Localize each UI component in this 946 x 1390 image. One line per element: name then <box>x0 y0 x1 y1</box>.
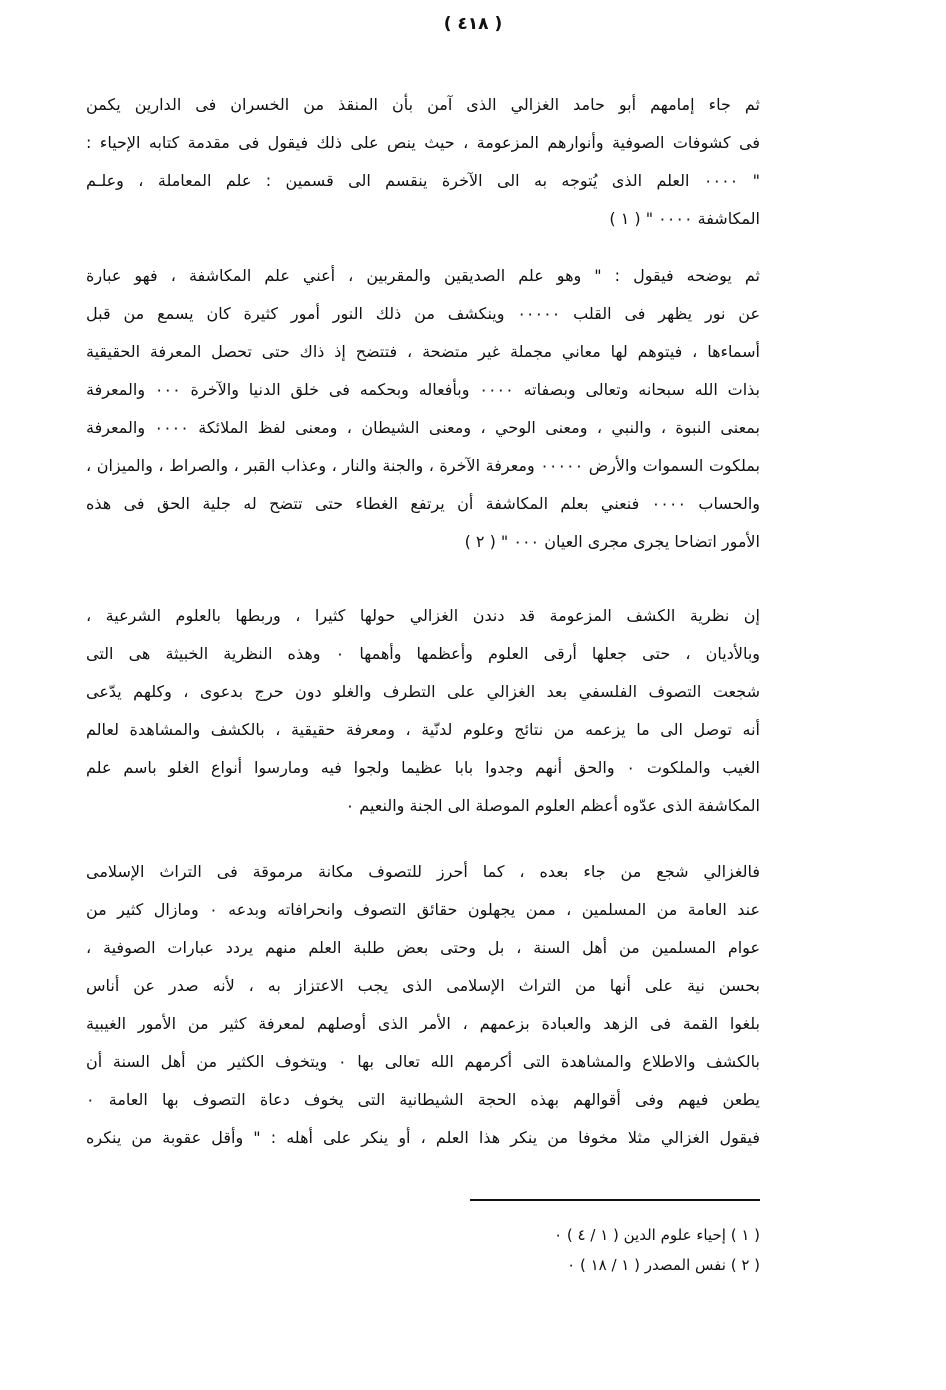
paragraph-3 <box>86 597 760 825</box>
footnote-1: ( ١ ) إحياء علوم الدين ( ١ / ٤ ) ٠ <box>554 1226 760 1244</box>
text-line: فالغزالي شجع من جاء بعده ، كما أحرز للتصوف مكانة مرموقة فى التراث الإسلامى <box>86 862 760 881</box>
text-line: " ٠٠٠٠ العلم الذى يُتوجه به الى الآخرة ينقسم الى قسمين : علم المعاملة ، وعلـم <box>86 171 760 190</box>
text-line: ثم يوضحه فيقول : " وهو علم الصديقين والمقربين ، أعني علم المكاشفة ، فهو عبارة <box>86 266 760 285</box>
footnotes <box>470 1220 760 1280</box>
text-line: بحسن نية على أنها من التراث الإسلامى الذى يجب الاعتزاز به ، لأنه صدر عن أناس <box>86 976 760 995</box>
footnote-divider <box>470 1199 760 1201</box>
text-line: بلغوا القمة فى الزهد والعبادة بزعمهم ، الأمر الذى أوصلهم لمعرفة كثير من الأمور الغيبية <box>86 1014 760 1033</box>
page-number: ( ٤١٨ ) <box>443 14 503 34</box>
text-line: إن نظرية الكشف المزعومة قد دندن الغزالي حولها كثيرا ، وربطها بالعلوم الشرعية ، <box>86 606 760 625</box>
text-line: ثم جاء إمامهم أبو حامد الغزالي الذى آمن بأن المنقذ من الخسران فى الدارين يكمن <box>86 95 760 114</box>
footnote-2: ( ٢ ) نفس المصدر ( ١ / ١٨ ) ٠ <box>567 1256 760 1274</box>
text-line: وبالأديان ، حتى جعلها أرقى العلوم وأعظمها وأهمها ٠ وهذه النظرية الخبيثة هى التى <box>86 644 760 663</box>
text-line: فيقول الغزالي مثلا مخوفا من ينكر هذا العلم ، أو ينكر على أهله : " وأقل عقوبة من ينكره <box>86 1128 760 1147</box>
paragraph-2 <box>86 257 760 561</box>
paragraph-1 <box>86 86 760 238</box>
text-line: والحساب ٠٠٠٠ فنعني بعلم المكاشفة أن يرتفع الغطاء حتى تتضح له جلية الحق فى هذه <box>86 494 760 513</box>
text-line: عند العامة من المسلمين ، ممن يجهلون حقائق التصوف وانحرافاته وبدعه ٠ ومازال كثير من <box>86 900 760 919</box>
text-line: المكاشفة ٠٠٠٠ " ( ١ ) <box>609 209 760 228</box>
text-line: الغيب والملكوت ٠ والحق أنهم وجدوا بابا عظيما ولجوا فيه ومارسوا أنواع الغلو باسم علم <box>86 758 760 777</box>
text-line: أنه توصل الى ما يزعمه من نتائج وعلوم لدنّية ، ومعرفة حقيقية ، بالكشف والمشاهدة لعالم <box>86 720 760 739</box>
text-line: يطعن فيهم وفى أقوالهم بهذه الحجة الشيطانية التى يخوف دعاة التصوف بها العامة ٠ <box>86 1090 760 1109</box>
text-line: الأمور اتضاحا يجرى مجرى العيان ٠٠٠ " ( ٢ ) <box>464 532 760 551</box>
paragraph-4 <box>86 853 760 1157</box>
text-line: عن نور يظهر فى القلب ٠٠٠٠٠ وينكشف من ذلك النور أمور كثيرة كان يسمع من قبل <box>86 304 760 323</box>
text-line: فى كشوفات الصوفية وأنوارهم المزعومة ، حيث ينص على ذلك فيقول فى مقدمة كتابه الإحياء : <box>86 133 760 152</box>
text-line: أسماءها ، فيتوهم لها معاني مجملة غير متضحة ، فتتضح إذ ذاك حتى تحصل المعرفة الحقيقية <box>86 342 760 361</box>
text-line: بمعنى النبوة ، والنبي ، ومعنى الوحي ، ومعنى الشيطان ، ومعنى لفظ الملائكة ٠٠٠٠ والمعرفة <box>86 418 760 437</box>
text-line: بالكشف والاطلاع والمشاهدة التى أكرمهم الله تعالى بها ٠ ويتخوف الكثير من أهل السنة أن <box>86 1052 760 1071</box>
text-line: شجعت التصوف الفلسفي بعد الغزالي على التطرف والغلو دون حرج بدعوى ، وكلهم يدّعى <box>86 682 760 701</box>
text-line: المكاشفة الذى عدّوه أعظم العلوم الموصلة الى الجنة والنعيم ٠ <box>345 796 760 815</box>
text-line: بذات الله سبحانه وتعالى وبصفاته ٠٠٠٠ وبأفعاله وبحكمه فى خلق الدنيا والآخرة ٠٠٠ والمعرفة <box>86 380 760 399</box>
text-line: بملكوت السموات والأرض ٠٠٠٠٠ ومعرفة الآخرة ، والجنة والنار ، وعذاب القبر ، والصراط ، والميزان ، <box>86 456 760 475</box>
text-line: عوام المسلمين من أهل السنة ، بل وحتى بعض طلبة العلم منهم يردد عبارات الصوفية ، <box>86 938 760 957</box>
